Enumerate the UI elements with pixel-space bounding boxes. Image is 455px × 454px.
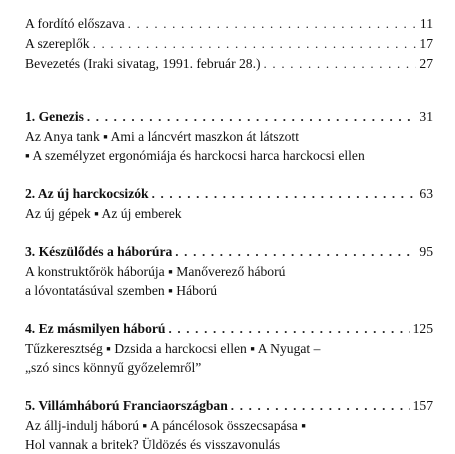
chapter-page: 157	[412, 398, 433, 413]
chapter-4	[25, 321, 433, 377]
chapter-heading[interactable]	[25, 109, 433, 125]
chapter-page: 31	[419, 109, 433, 124]
entry-page: 11	[419, 16, 433, 31]
chapter-subtopics: a lóvontatásúval szemben ▪ Háború	[25, 283, 218, 298]
toc-entry-characters[interactable]	[25, 36, 433, 52]
dot-leader	[93, 36, 417, 52]
chapter-page: 63	[419, 186, 433, 201]
chapter-heading[interactable]	[25, 186, 433, 202]
chapter-3	[25, 244, 433, 300]
entry-page: 17	[419, 36, 433, 51]
chapter-subtopics: Az állj-indulj háború ▪ A páncélosok összecsapása ▪	[25, 418, 307, 433]
dot-leader	[264, 56, 417, 72]
chapter-title: 1. Genezis	[25, 109, 84, 124]
chapter-subtopics: „szó sincs könnyű győzelemről”	[25, 360, 202, 375]
section-gap	[25, 76, 433, 88]
chapter-heading[interactable]	[25, 321, 433, 337]
chapter-subtopics: Az új gépek ▪ Az új emberek	[25, 206, 182, 221]
entry-title: A szereplők	[25, 36, 90, 51]
front-matter	[25, 16, 433, 72]
chapter-1	[25, 109, 433, 165]
entry-title: Bevezetés (Iraki sivatag, 1991. február 28.)	[25, 56, 261, 71]
dot-leader	[168, 321, 409, 337]
dot-leader	[175, 244, 416, 260]
chapter-title: 5. Villámháború Franciaországban	[25, 398, 228, 413]
chapter-subtopics: Tűzkeresztség ▪ Dzsida a harckocsi ellen ▪ A Nyugat –	[25, 341, 321, 356]
dot-leader	[231, 398, 410, 414]
toc-entry-introduction[interactable]	[25, 56, 433, 72]
chapter-page: 95	[419, 244, 433, 259]
toc-entry-foreword[interactable]	[25, 16, 433, 32]
chapter-heading[interactable]	[25, 244, 433, 260]
chapter-2	[25, 186, 433, 223]
chapter-title: 4. Ez másmilyen háború	[25, 321, 166, 336]
entry-page: 27	[419, 56, 433, 71]
dot-leader	[128, 16, 417, 32]
chapter-subtopics: ▪ A személyzet ergonómiája és harckocsi harca harckocsi ellen	[25, 148, 365, 163]
dot-leader	[152, 186, 417, 202]
chapter-title: 3. Készülődés a háborúra	[25, 244, 173, 259]
chapter-title: 2. Az új harckocsizók	[25, 186, 149, 201]
chapter-page: 125	[412, 321, 433, 336]
table-of-contents	[25, 16, 433, 454]
chapter-subtopics: Hol vannak a britek? Üldözés és visszavonulás	[25, 437, 281, 452]
chapter-subtopics: Az Anya tank ▪ Ami a láncvért maszkon át látszott	[25, 129, 299, 144]
chapter-heading[interactable]	[25, 398, 433, 414]
chapter-5	[25, 398, 433, 454]
chapter-subtopics: A konstruktőrök háborúja ▪ Manőverező háború	[25, 264, 286, 279]
dot-leader	[87, 109, 417, 125]
entry-title: A fordító előszava	[25, 16, 125, 31]
